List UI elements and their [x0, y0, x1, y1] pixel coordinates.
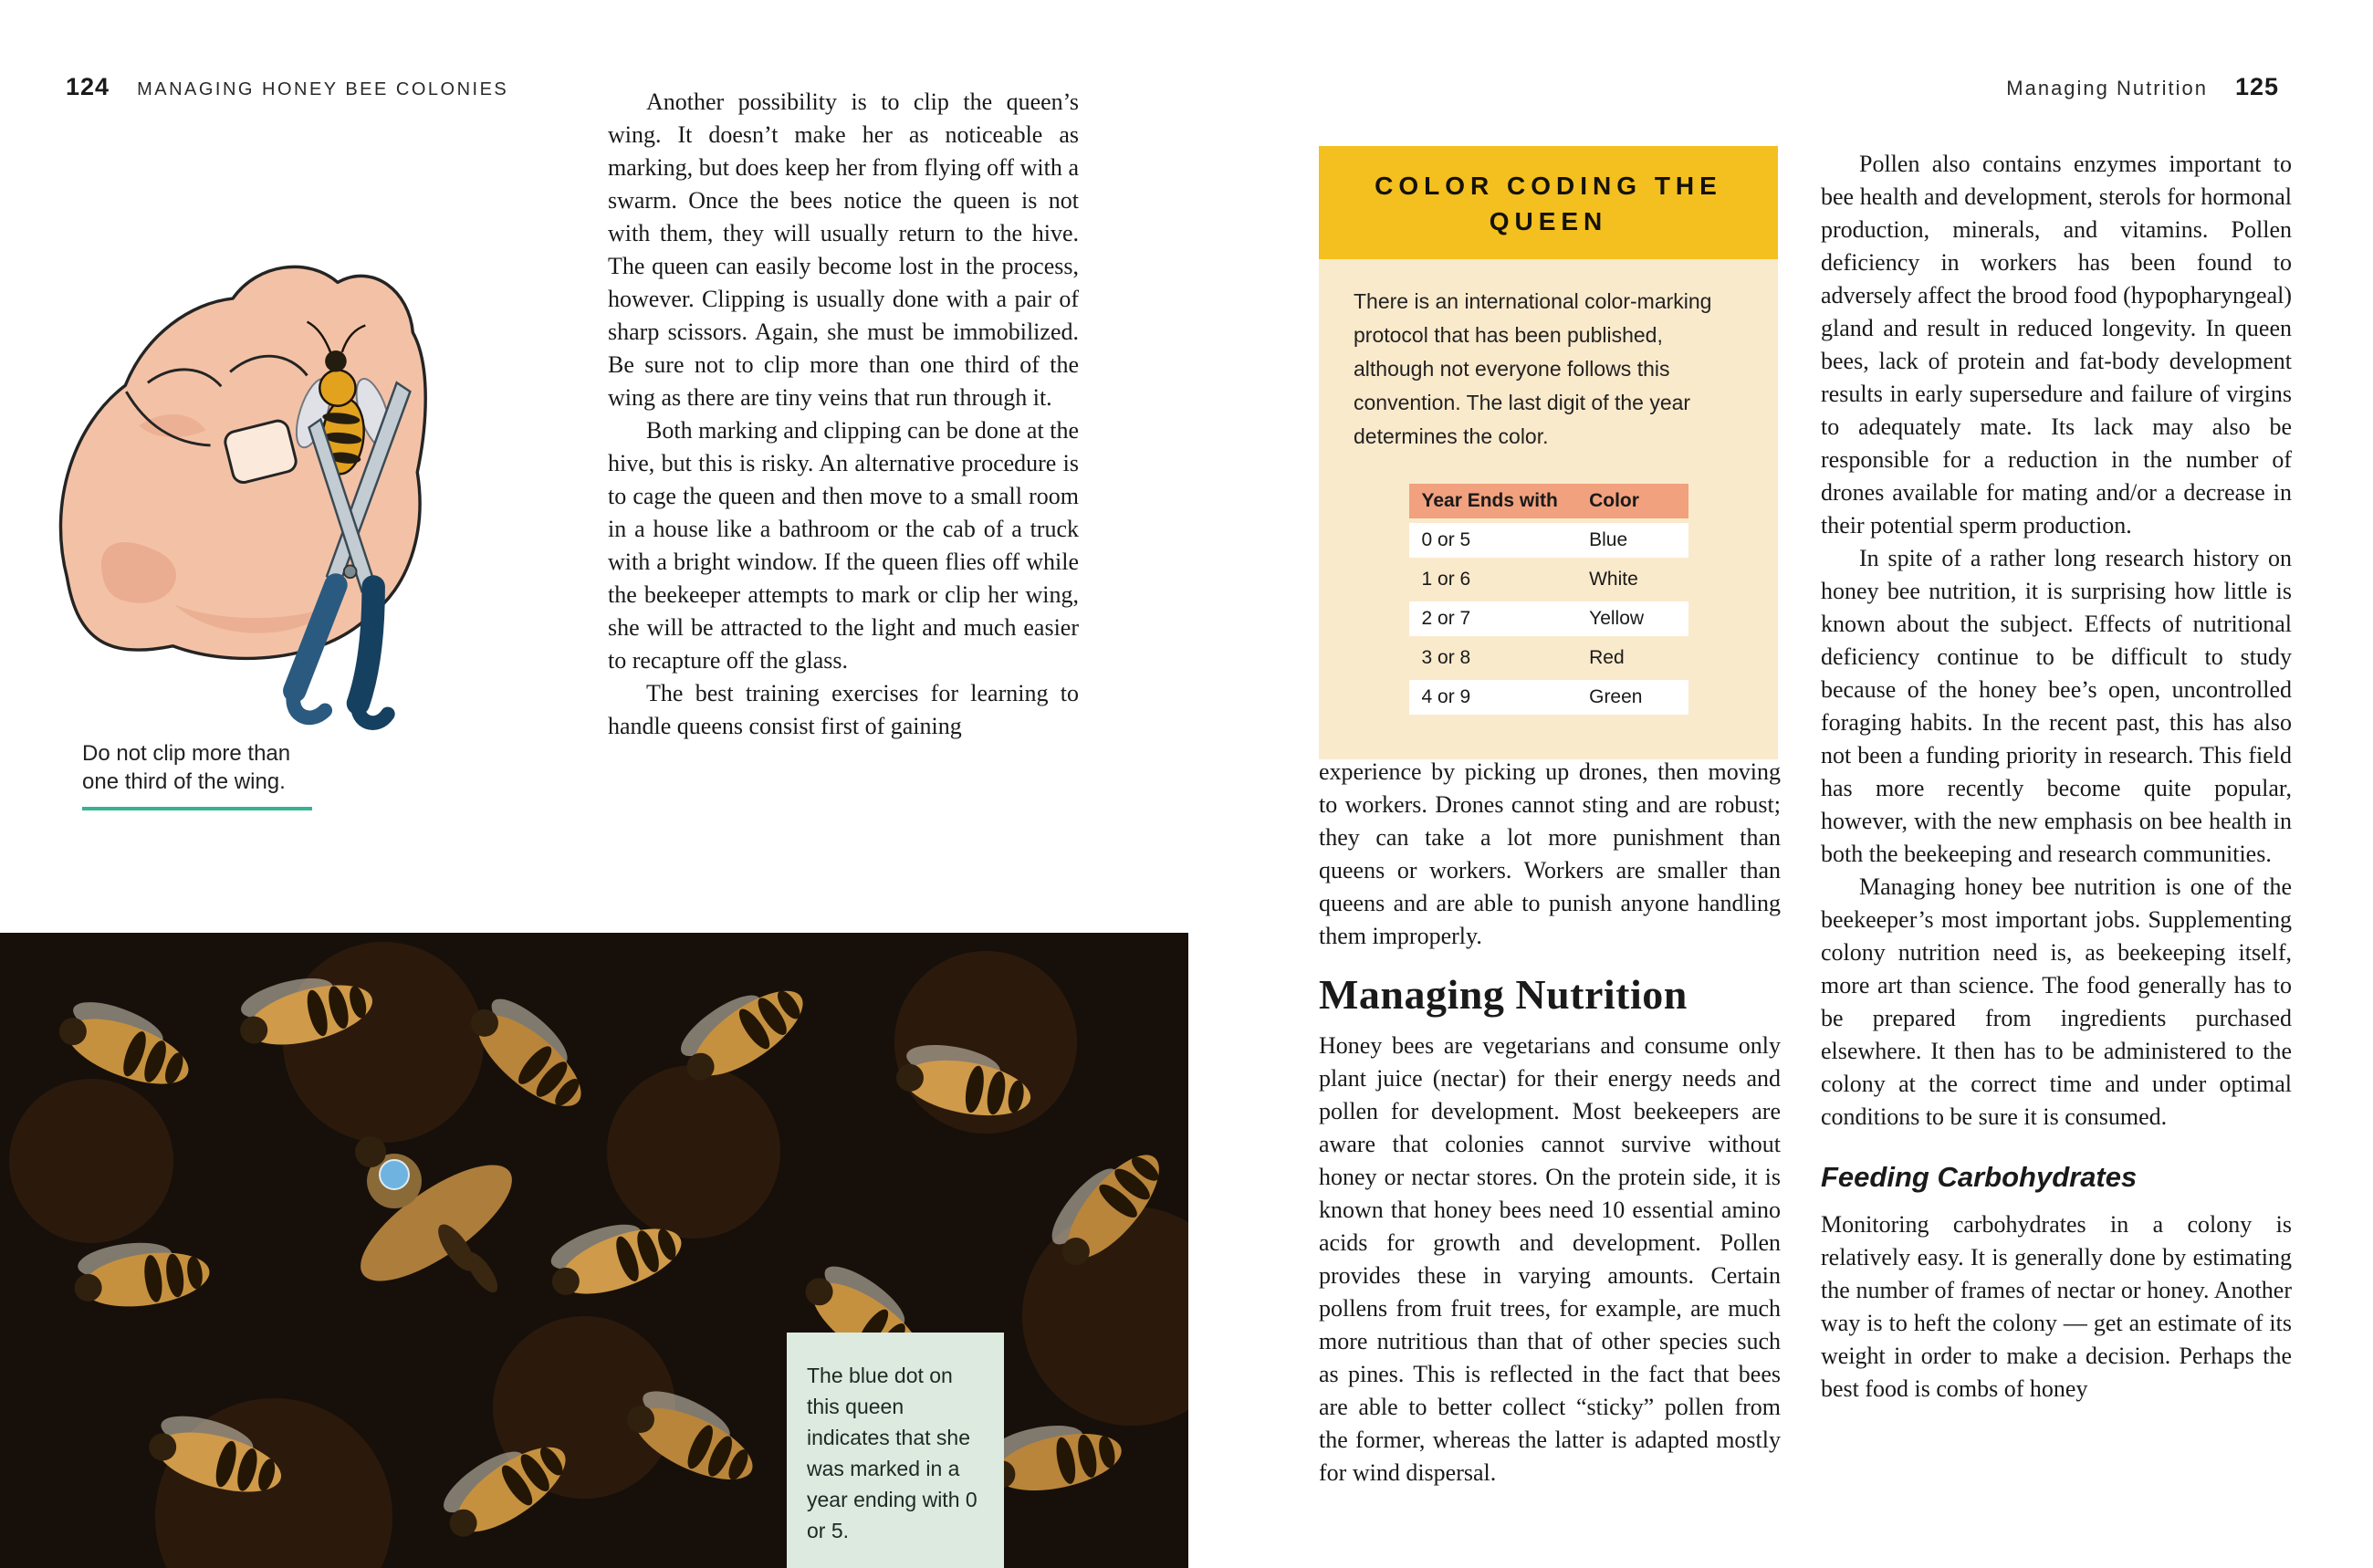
table-row	[1409, 601, 1688, 636]
paragraph: Monitoring carbohydrates in a colony is relatively easy. It is generally done by estimating the number of frames of nectar or honey. Another way is to heft the colony — get an estimate of its weight in order to make a decision. Perhaps the best food is combs of honey	[1821, 1211, 2292, 1402]
queen-wing-clipping-illustration	[37, 157, 438, 730]
page-number-right: 125	[2234, 73, 2279, 100]
paragraph: In spite of a rather long research history on honey bee nutrition, it is surprising how little is known about the subject. Effects of nutritional deficiency continue to be difficult to study because of the honey bee’s open, uncontrolled foraging habits. In the recent past, this has also not been a funding priority in research. This field has more recently become quite popular, however, with the new emphasis on bee health in both the beekeeping and research communities.	[1821, 545, 2292, 867]
paragraph: experience by picking up drones, then moving to workers. Drones cannot sting and are robust; they can take a lot more punishment than queens or workers. Workers are smaller than queens and are able to punish anyone handling them improperly.	[1319, 758, 1781, 949]
illustration-caption: Do not clip more than one third of the wing.	[82, 741, 291, 794]
photo-caption-box	[787, 1333, 1004, 1568]
paragraph: Another possibility is to clip the queen’s wing. It doesn’t make her as noticeable as marking, but does keep her from flying off with a swarm. Once the bees notice the queen is not with them, they will usually return to the hive. The queen can easily become lost in the process, however. Clipping is usually done with a pair of sharp scissors. Again, she must be immobilized. Be sure not to clip more than one third of the wing as there are tiny veins that run through it.	[608, 89, 1079, 411]
table-row	[1409, 680, 1688, 715]
paragraph: Honey bees are vegetarians and consume only plant juice (nectar) for their energy needs and pollen for development. Most beekeepers are aware that colonies cannot survive without honey or nectar stores. On the protein side, it is known that honey bees need 10 essential amino acids for growth and development. Pollen provides these in varying amounts. Certain pollens from fruit trees, for example, are much more nutritious than that of other species such as pines. This is reflected in the fact that bees are able to better collect “sticky” pollen from the former, whereas the latter is adapted mostly for wind dispersal.	[1319, 1032, 1781, 1486]
sidebar-intro: There is an international color-marking protocol that has been published, although not everyone follows this convention. The last digit of the year determines the color.	[1354, 289, 1712, 448]
year-cell: 1 or 6	[1409, 562, 1577, 597]
page-number-left: 124	[66, 73, 110, 100]
caption-rule	[82, 807, 312, 810]
color-cell: White	[1576, 562, 1688, 597]
bee-photo	[0, 933, 1188, 1568]
color-cell: Red	[1576, 641, 1688, 675]
paragraph: Pollen also contains enzymes important to bee health and development, sterols for hormonal production, minerals, and vitamins. Pollen deficiency in workers has been found to adversely affect the brood food (hypopharyngeal) gland and result in reduced longevity. In queen bees, lack of protein and fat-body development results in early supersedure and failure of virgins to adequately mate. Its lack may also be responsible for a reduction in the number of drones available for mating and/or a decrease in their potential sperm production.	[1821, 151, 2292, 538]
color-cell: Blue	[1576, 523, 1688, 558]
year-cell: 4 or 9	[1409, 680, 1577, 715]
running-head-left-title: MANAGING HONEY BEE COLONIES	[137, 79, 509, 99]
paragraph: Managing honey bee nutrition is one of the beekeeper’s most important jobs. Supplementing colony nutrition need is, as beekeeping itself, more art than science. The food generally has to be prepared from ingredients purchased elsewhere. It then has to be administered to the colony at the correct time and under optimal conditions to be sure it is consumed.	[1821, 873, 2292, 1130]
color-header: Color	[1576, 484, 1688, 518]
color-cell: Green	[1576, 680, 1688, 715]
right-page-column-2	[1821, 148, 2292, 1406]
table-row	[1409, 523, 1688, 558]
running-head-right-title: Managing Nutrition	[2006, 77, 2208, 99]
year-cell: 3 or 8	[1409, 641, 1577, 675]
table-row	[1409, 562, 1688, 597]
table-header-row	[1409, 484, 1688, 518]
year-cell: 2 or 7	[1409, 601, 1577, 636]
color-cell: Yellow	[1576, 601, 1688, 636]
paragraph: Both marking and clipping can be done at the hive, but this is risky. An alternative procedure is to cage the queen and then move to a small room in a house like a bathroom or the cab of a truck with a bright window. If the queen flies off while the beekeeper attempts to mark or clip her wing, she will be attracted to the light and much easier to recapture off the glass.	[608, 417, 1079, 674]
paragraph: The best training exercises for learning to handle queens consist first of gaining	[608, 680, 1079, 739]
photo-caption: The blue dot on this queen indicates that she was marked in a year ending with 0 or 5.	[807, 1364, 977, 1542]
table-row	[1409, 641, 1688, 675]
sidebar-body	[1319, 259, 1778, 759]
year-header: Year Ends with	[1409, 484, 1577, 518]
left-page-text-column	[608, 86, 1079, 743]
queen-blue-dot	[380, 1160, 409, 1189]
sidebar-header	[1319, 146, 1778, 259]
running-head-right	[2006, 73, 2279, 101]
right-page-column-1	[1319, 756, 1781, 1490]
color-coding-sidebar	[1319, 146, 1778, 759]
queen-color-table	[1409, 479, 1688, 719]
subheading-feeding-carbohydrates: Feeding Carbohydrates	[1821, 1161, 2138, 1193]
year-cell: 0 or 5	[1409, 523, 1577, 558]
running-head-left	[66, 73, 508, 101]
sidebar-title: COLOR CODING THE QUEEN	[1375, 172, 1722, 235]
section-heading-managing-nutrition: Managing Nutrition	[1319, 971, 1688, 1018]
